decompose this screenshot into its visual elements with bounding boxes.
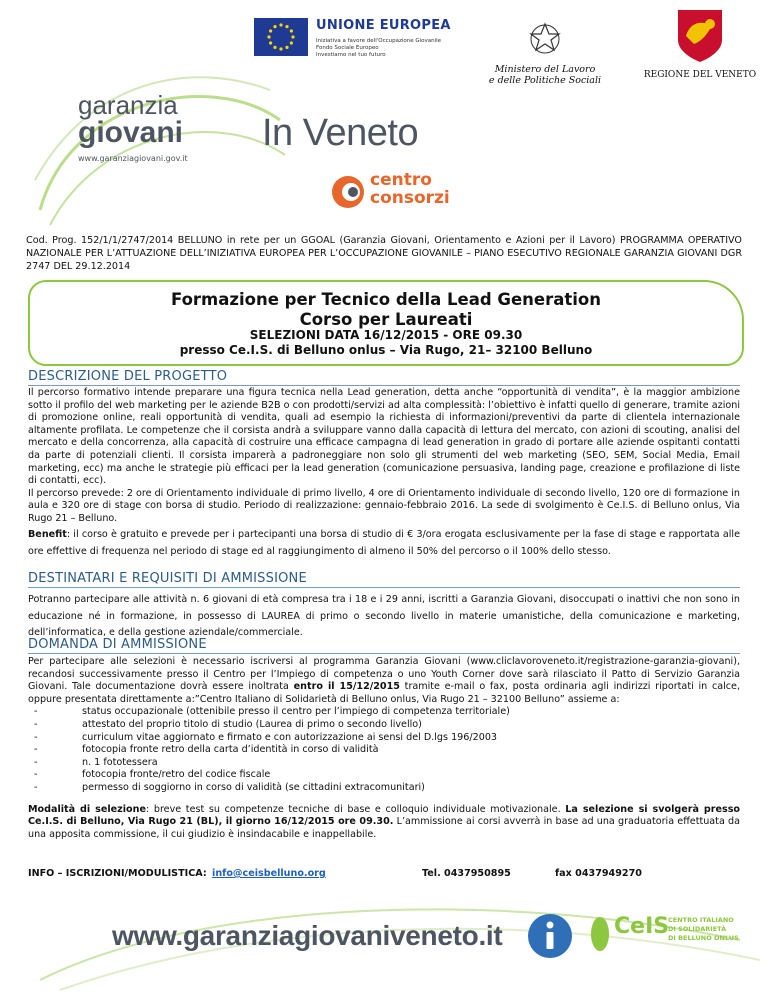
eu-logo-block xyxy=(254,18,464,70)
fax-number: fax 0437949270 xyxy=(555,868,642,879)
ceis-short: CeIS xyxy=(614,914,670,939)
info-label: INFO – ISCRIZIONI/MODULISTICA: xyxy=(28,868,207,879)
lion-of-saint-mark-icon xyxy=(672,6,728,64)
modalita-paragraph xyxy=(28,804,740,842)
regione-label: REGIONE DEL VENETO xyxy=(643,70,757,80)
in-veneto-title: In Veneto xyxy=(262,112,419,154)
email-link[interactable]: info@ceisbelluno.org xyxy=(212,868,326,879)
ceis-line: DI BELLUNO ONLUS xyxy=(668,934,739,942)
project-code-intro: Cod. Prog. 152/1/1/2747/2014 BELLUNO in rete per un GGOAL (Garanzia Giovani, Orientamento e Azioni per il Lavoro) PROGRAMMA OPERATIVO NAZIONALE PER L’ATTUAZIONE DELL’INIZIATIVA EUROPEA PER L’OCCUPAZIONE GIOVANILE – PIANO ESECUTIVO REGIONALE GARANZIA GIOVANI DGR 2747 DEL 29.12.2014 xyxy=(26,235,742,272)
garanzia-word: garanzia xyxy=(78,90,178,120)
ceis-fullname xyxy=(668,916,739,943)
benefit-paragraph xyxy=(28,526,740,560)
modalita-text: : breve test su competenze tecniche di base e colloquio individuale motivazionale. xyxy=(145,803,566,815)
ceis-leaf-icon xyxy=(588,914,612,954)
selection-location: presso Ce.I.S. di Belluno onlus – Via Rugo, 21– 32100 Belluno xyxy=(179,343,593,357)
eu-subtitle xyxy=(316,38,441,59)
domanda-text: tramite e-mail o fax, posta ordinaria agli indirizzi riportati in calce, oppure presentata direttamente a:”Centro Italiano di Solidarietà di Belluno onlus, Via Rugo 21 – 32100 Belluno” assieme a: xyxy=(28,681,740,705)
deadline-text: entro il 15/12/2015 xyxy=(293,681,400,693)
section-divider xyxy=(28,587,740,588)
course-title-box xyxy=(28,280,744,366)
ministero-line: e delle Politiche Sociali xyxy=(488,75,602,86)
selection-date: SELEZIONI DATA 16/12/2015 - ORE 09.30 xyxy=(249,328,523,342)
centro-word: centro xyxy=(370,170,432,190)
course-subtitle-line: Corso per Laureati xyxy=(299,310,473,329)
ceis-logo xyxy=(588,912,748,956)
domanda-paragraph xyxy=(28,656,740,706)
eu-flag-icon xyxy=(254,18,308,56)
footer-url[interactable]: www.garanziagiovaniveneto.it xyxy=(112,920,503,951)
descrizione-paragraph: Il percorso formativo intende preparare una figura tecnica nella Lead generation, detta anche “opportunità di vendita”, è la maggior ambizione sotto il profilo del web marketing per le aziende B2B o con prodotti/servizi ad alta complessità: l’obiettivo è infatti quello di generare, tramite azioni di promozione online, reali opportunità di vendita, quali ad esempio la richiesta di informazioni/preventivi da parte di clientela internazionale altamente profilata. Le competenze che il corsista andrà a sviluppare vanno dalla capacità di lettura del mercato, con azioni di scouting, analisi del mercato e della concorrenza, alla capacità di costruire una efficace campagna di lead generation in grado di portare alle aziende ospitanti contatti da parte di potenziali clienti. Il corsista imparerà a padroneggiare non solo gli strumenti del web marketing (SEO, SEM, Social Media, Email marketing, ecc) ma anche le strategie più efficaci per la lead generation (comunicazione persuasiva, landing page, creazione e profilazione di liste di contatti, ecc). xyxy=(28,387,740,487)
ceis-line: DI SOLIDARIETÀ xyxy=(668,925,727,933)
section-divider xyxy=(28,385,740,386)
modalita-text: L’ammissione ai corsi avverrà in base ad una graduatoria effettuata da una apposita commissione, il cui giudizio è insindacabile e inappellabile. xyxy=(28,816,740,840)
centro-consorzi-logo xyxy=(330,172,490,212)
percorso-paragraph: Il percorso prevede: 2 ore di Orientamento individuale di primo livello, 4 ore di Orientamento individuale di secondo livello, 120 ore di formazione in aula e 320 ore di stage con borsa di studio. Periodo di realizzazione: gennaio-febbraio 2016. La sede di svolgimento è Ce.I.S. di Belluno onlus, Via Rugo 21 – Belluno. xyxy=(28,487,740,524)
centro-consorzi-mark-icon xyxy=(330,174,366,210)
benefit-text: : il corso è gratuito e prevede per i partecipanti una borsa di studio di € 3/ora erogata esclusivamente per la fase di stage e rapportata alle ore effettive di frequenza nel periodo di stage ed al raggiungimento di almeno il 50% del percorso o il 100% dello stesso. xyxy=(28,528,740,557)
modalita-label: Modalità di selezione xyxy=(28,803,146,815)
ceis-line: CENTRO ITALIANO xyxy=(668,916,734,924)
italian-emblem-icon xyxy=(529,22,561,56)
list-item: - curriculum vitae aggiornato e firmato e con autorizzazione ai sensi del D.lgs 196/2003 xyxy=(28,732,740,745)
modalita-bold: La selezione si svolgerà presso Ce.I.S. di Belluno, Via Rugo 21 (BL), il giorno 16/12/2015 ore 09.30. xyxy=(28,803,740,828)
list-item: - permesso di soggiorno in corso di validità (se cittadini extracomunitari) xyxy=(28,782,740,795)
list-item: - fotocopia fronte/retro del codice fiscale xyxy=(28,769,740,782)
requirements-list xyxy=(28,706,740,794)
garanzia-url: www.garanziagiovani.gov.it xyxy=(78,154,188,163)
info-icon xyxy=(526,912,574,960)
section-heading-domanda: DOMANDA DI AMMISSIONE xyxy=(28,637,207,652)
list-item: - fotocopia fronte retro della carta d’identità in corso di validità xyxy=(28,744,740,757)
destinatari-body: Potranno partecipare alle attività n. 6 giovani di età compresa tra i 18 e i 29 anni, iscritti a Garanzia Giovani, disoccupati o inattivi che non sono in educazione né in formazione, in possesso di LAUREA di primo o secondo livello in materie umanistiche, della comunicazione e marketing, dell’informatica, e della gestione aziendale/commerciale. xyxy=(28,594,740,638)
domanda-body xyxy=(28,656,740,841)
list-item: - attestato del proprio titolo di studio (Laurea di primo o secondo livello) xyxy=(28,719,740,732)
phone-number: Tel. 0437950895 xyxy=(422,868,511,879)
descrizione-body xyxy=(28,387,740,560)
ministero-logo xyxy=(470,22,620,92)
consorzi-word: consorzi xyxy=(370,188,450,208)
eu-title: UNIONE EUROPEA xyxy=(316,18,451,33)
giovani-word: giovani xyxy=(78,116,184,149)
domanda-text: Per partecipare alle selezioni è necessario iscriversi al programma Garanzia Giovani (www.cliclavoroveneto.it/registrazione-garanzia-giovani), recandosi successivamente presso il Centro per l’Impiego di competenza o uno Youth Corner dove sarà rilasciato il Patto di Servizio Garanzia Giovani. Tale documentazione dovrà essere inoltrata xyxy=(28,656,740,693)
section-divider xyxy=(28,653,740,654)
ministero-line: Ministero del Lavoro xyxy=(494,64,596,75)
regione-veneto-logo xyxy=(640,6,760,91)
eu-line: Investiamo nel tuo futuro xyxy=(316,52,386,58)
eu-line: Iniziativa a favore dell'Occupazione Giovanile xyxy=(316,38,442,44)
selection-info xyxy=(30,328,742,358)
contact-row xyxy=(28,868,740,879)
garanzia-giovani-logo xyxy=(78,92,258,188)
list-item: - status occupazionale (ottenibile presso il centro per l’impiego di competenza territoriale) xyxy=(28,706,740,719)
course-title-line: Formazione per Tecnico della Lead Generation xyxy=(170,290,601,309)
course-title xyxy=(30,290,742,330)
eu-line: Fondo Sociale Europeo xyxy=(316,45,379,51)
section-heading-destinatari: DESTINATARI E REQUISITI DI AMMISSIONE xyxy=(28,571,307,586)
section-heading-descrizione: DESCRIZIONE DEL PROGETTO xyxy=(28,369,228,384)
benefit-label: Benefit xyxy=(28,528,67,540)
list-item: - n. 1 fototessera xyxy=(28,757,740,770)
